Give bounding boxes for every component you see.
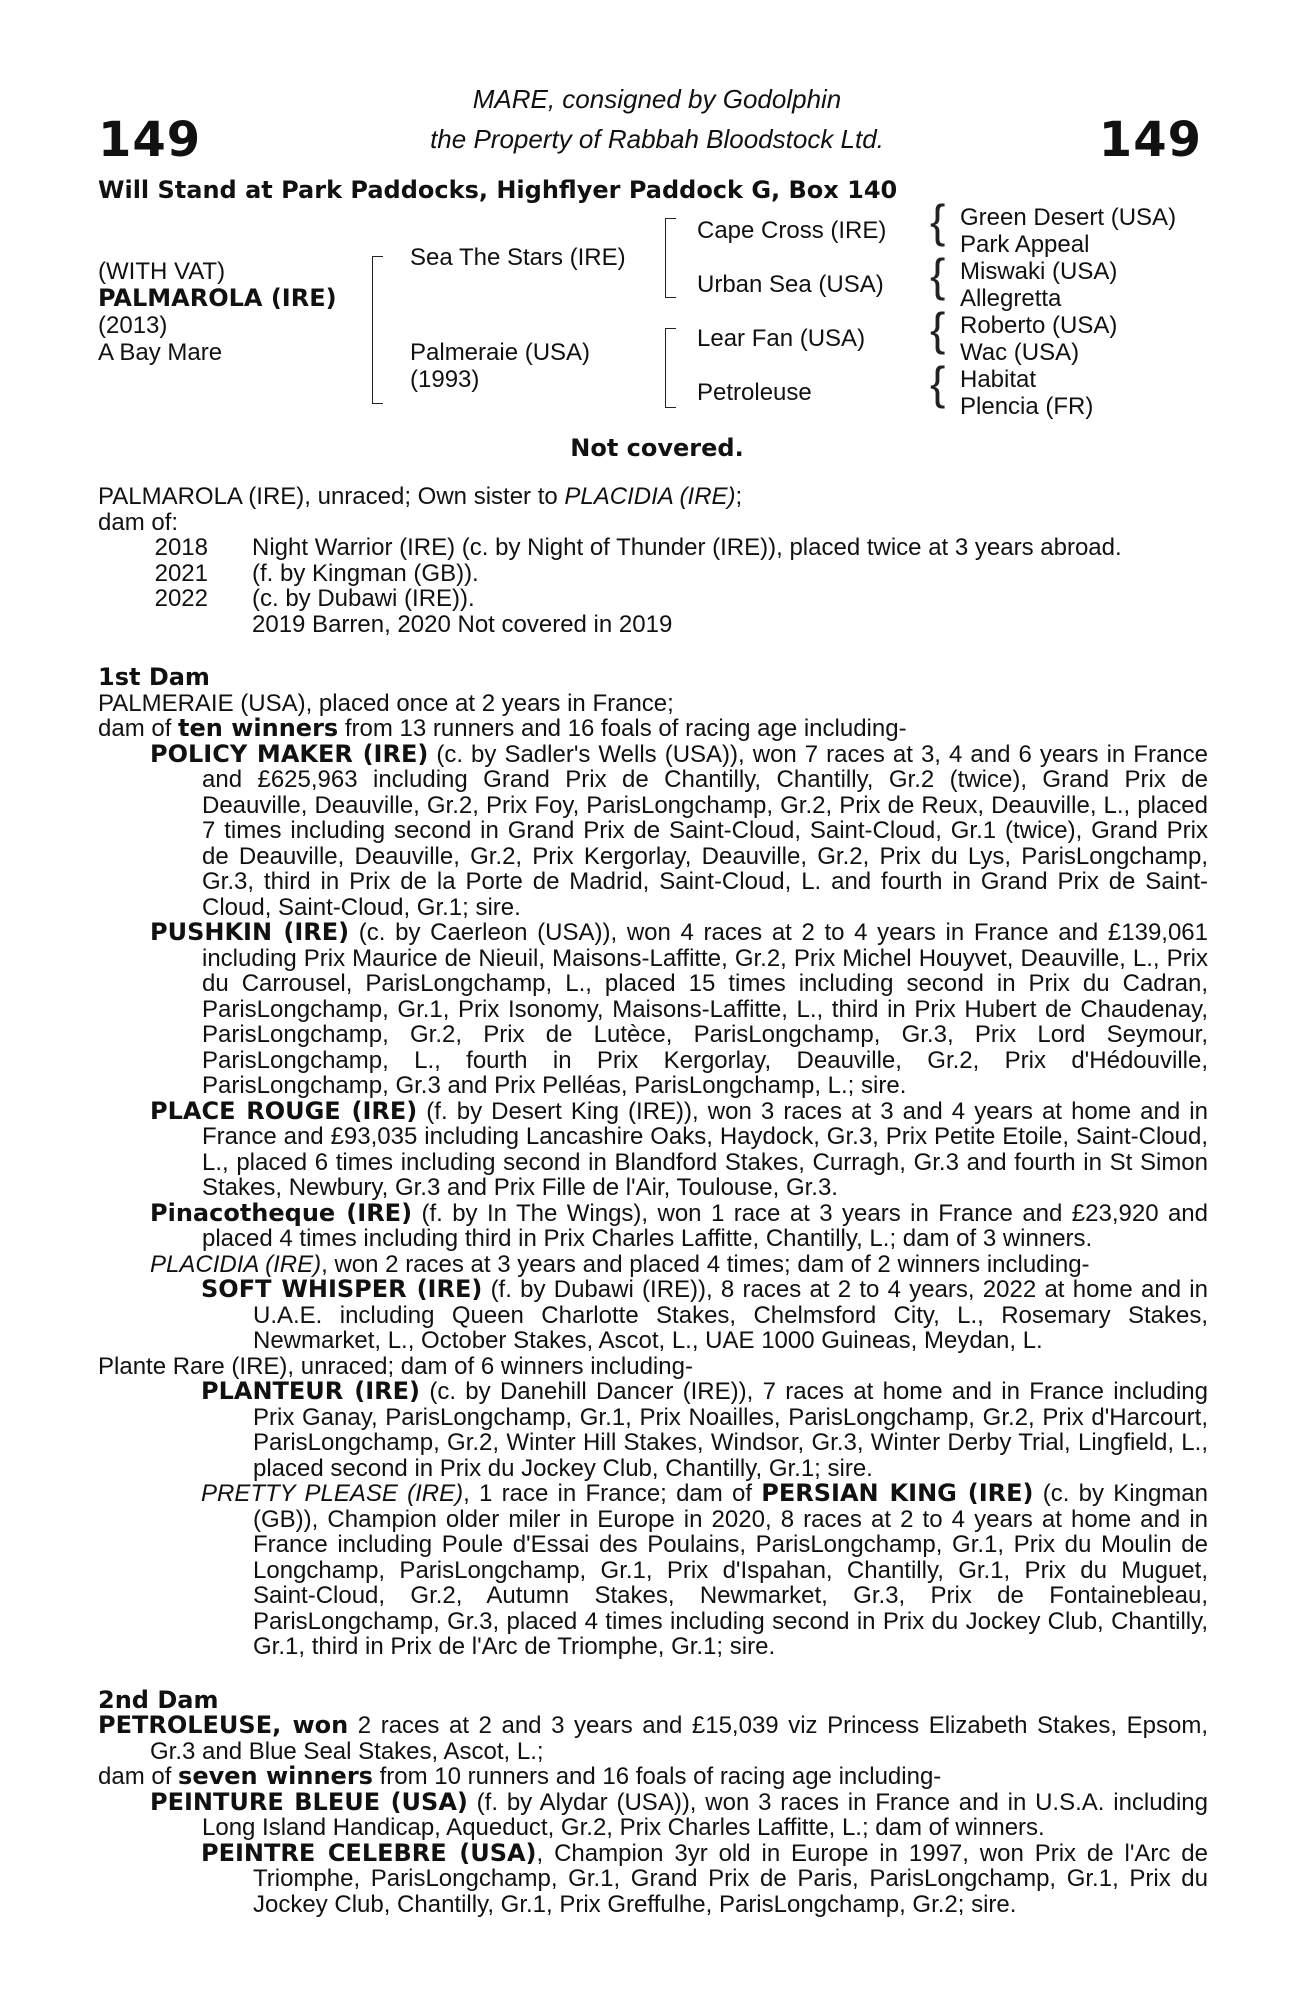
pedigree-sire: Sea The Stars (IRE) xyxy=(410,244,626,271)
first-dam-intro: PALMERAIE (USA), placed once at 2 years in France; xyxy=(98,689,674,717)
pedigree-ssd: Park Appeal xyxy=(960,231,1090,258)
produce-entry-placidia: PLACIDIA (IRE), won 2 races at 3 years and placed 4 times; dam of 2 winners including- xyxy=(150,1250,1090,1278)
produce-entry-policy-maker: POLICY MAKER (IRE) (c. by Sadler's Wells (USA)), won 7 races at 3, 4 and 6 years in France and £625,963 including Grand Prix de Chantilly, Chantilly, Gr.2 (twice), Grand Prix de Deauville, Deauville, Gr.2, Prix Foy, ParisLongchamp, Gr.2, Prix de Reux, Deauville, L., placed 7 times including second in Grand Prix de Saint-Cloud, Saint-Cloud, Gr.1 (twice), Grand Prix de Deauville, Deauville, Gr.2, Prix Kergorlay, Deauville, Gr.2, Prix du Lys, ParisLongchamp, Gr.3, third in Prix de la Porte de Madrid, Saint-Cloud, L. and fourth in Grand Prix de Saint-Cloud, Saint-Cloud, Gr.1; sire. xyxy=(150,739,1208,921)
pedigree-sss: Green Desert (USA) xyxy=(960,204,1177,231)
pedigree-dsd: Wac (USA) xyxy=(960,339,1080,366)
pedigree-dam-dam: Petroleuse xyxy=(697,379,812,406)
second-dam-heading: 2nd Dam xyxy=(98,1685,219,1714)
produce-row: 2019 Barren, 2020 Not covered in 2019 xyxy=(252,610,673,638)
produce-entry-pushkin: PUSHKIN (IRE) (c. by Caerleon (USA)), won 4 races at 2 to 4 years in France and £139,061 including Prix Maurice de Nieuil, Maisons-Laffitte, Gr.2, Prix Michel Houyvet, Deauville, L., Prix du Carrousel, ParisLongchamp, L., placed 15 times including second in Prix du Cadran, ParisLongchamp, Gr.1, Prix Isonomy, Maisons-Laffitte, L., third in Prix Hubert de Chaudenay, ParisLongchamp, Gr.2, Prix de Lutèce, ParisLongchamp, Gr.3, Prix Lord Seymour, ParisLongchamp, L., fourth in Prix Kergorlay, Deauville, Gr.2, Prix d'Hédouville, ParisLongchamp, Gr.3 and Prix Pelléas, ParisLongchamp, L.; sire. xyxy=(150,918,1208,1099)
produce-entry-peintre-celebre: PEINTRE CELEBRE (USA), Champion 3yr old in Europe in 1997, won Prix de l'Arc de Triomphe, ParisLongchamp, Gr.1, Grand Prix de Paris, ParisLongchamp, Gr.1, Prix du Jockey Club, Chantilly, Gr.1, Prix Greffulhe, ParisLongchamp, Gr.2; sire. xyxy=(201,1838,1208,1918)
pedigree-dss: Roberto (USA) xyxy=(960,312,1118,339)
horse-year: (2013) xyxy=(98,312,168,339)
first-dam-summary: dam of ten winners from 13 runners and 16 foals of racing age including- xyxy=(98,714,907,742)
horse-name: PALMAROLA (IRE) xyxy=(98,284,337,312)
pedigree-ddd: Plencia (FR) xyxy=(960,393,1094,420)
pedigree-brace-g3: { xyxy=(930,195,946,247)
pedigree-sire-dam: Urban Sea (USA) xyxy=(697,271,884,298)
pedigree-dam: Palmeraie (USA) xyxy=(410,339,591,366)
second-dam-summary: dam of seven winners from 10 runners and 16 foals of racing age including- xyxy=(98,1762,942,1790)
produce-dam-of: dam of: xyxy=(98,508,179,536)
catalogue-body xyxy=(98,484,1208,1917)
produce-entry-pinacotheque: Pinacotheque (IRE) (f. by In The Wings), won 1 race at 3 years in France and £23,920 and placed 4 times including third in Prix Charles Laffitte, Chantilly, L.; dam of 3 winners. xyxy=(150,1198,1209,1252)
second-dam-intro: PETROLEUSE, won 2 races at 2 and 3 years and £15,039 viz Princess Elizabeth Stakes, Epsom, Gr.3 and Blue Seal Stakes, Ascot, L.; xyxy=(98,1711,1208,1765)
produce-entry-peinture-bleue: PEINTURE BLEUE (USA) (f. by Alydar (USA)), won 3 races in France and in U.S.A. including Long Island Handicap, Aqueduct, Gr.2, Prix Charles Laffitte, L.; dam of winners. xyxy=(150,1787,1208,1841)
covering-status: Not covered. xyxy=(570,434,744,462)
pedigree-brace-sire xyxy=(665,218,676,298)
lot-number-right: 149 xyxy=(1098,112,1202,168)
produce-row: 2021 (f. by Kingman (GB)). xyxy=(154,559,479,587)
pedigree-brace-g3: { xyxy=(930,357,946,409)
produce-entry-place-rouge: PLACE ROUGE (IRE) (f. by Desert King (IRE)), won 3 races at 3 and 4 years at home and in France and £93,035 including Lancashire Oaks, Haydock, Gr.3, Prix Petite Etoile, Saint-Cloud, L., placed 6 times including second in Blandford Stakes, Curragh, Gr.3 and fourth in St Simon Stakes, Newbury, Gr.3 and Prix Fille de l'Air, Toulouse, Gr.3. xyxy=(150,1096,1208,1201)
horse-description: A Bay Mare xyxy=(98,339,223,366)
produce-entry-soft-whisper: SOFT WHISPER (IRE) (f. by Dubawi (IRE)), 8 races at 2 to 4 years, 2022 at home and in U.A.E. including Queen Charlotte Stakes, Chelmsford City, L., Rosemary Stakes, Newmarket, L., October Stakes, Ascot, L., UAE 1000 Guineas, Meydan, L. xyxy=(201,1275,1208,1354)
pedigree-sdd: Allegretta xyxy=(960,285,1062,312)
pedigree-dam-year: (1993) xyxy=(410,366,480,393)
pedigree-sire-sire: Cape Cross (IRE) xyxy=(697,217,887,244)
consignor-line-1: MARE, consigned by Godolphin xyxy=(472,84,842,114)
produce-row: 2018 Night Warrior (IRE) (c. by Night of Thunder (IRE)), placed twice at 3 years abroad. xyxy=(154,534,1122,561)
pedigree-dam-sire: Lear Fan (USA) xyxy=(697,325,866,352)
pedigree-brace-g3: { xyxy=(930,249,946,301)
produce-row: 2022 (c. by Dubawi (IRE)). xyxy=(154,585,475,612)
stand-location: Will Stand at Park Paddocks, Highflyer Paddock G, Box 140 xyxy=(98,176,898,204)
lot-number-left: 149 xyxy=(98,112,202,168)
pedigree-dds: Habitat xyxy=(960,366,1037,393)
consignor-line-2: the Property of Rabbah Bloodstock Ltd. xyxy=(430,124,884,154)
first-dam-heading: 1st Dam xyxy=(98,663,210,691)
pedigree-sds: Miswaki (USA) xyxy=(960,258,1118,285)
pedigree-brace-g3: { xyxy=(930,303,946,355)
pedigree-brace xyxy=(372,256,383,404)
produce-entry-pretty-please: PRETTY PLEASE (IRE), 1 race in France; dam of PERSIAN KING (IRE) (c. by Kingman (GB)), Champion older miler in Europe in 2020, 8 races at 2 to 4 years at home and in France including Poule d'Essai des Poulains, ParisLongchamp, Gr.1, Prix du Moulin de Longchamp, ParisLongchamp, Gr.1, Prix d'Ispahan, Chantilly, Gr.1, Prix du Muguet, Saint-Cloud, Gr.2, Autumn Stakes, Newmarket, Gr.3, Prix de Fontainebleau, ParisLongchamp, Gr.3, placed 4 times including second in Prix du Jockey Club, Chantilly, Gr.1, third in Prix de l'Arc de Triomphe, Gr.1; sire. xyxy=(201,1479,1208,1660)
produce-entry-planteur: PLANTEUR (IRE) (c. by Danehill Dancer (IRE)), 7 races at home and in France including Prix Ganay, ParisLongchamp, Gr.1, Prix Noailles, ParisLongchamp, Gr.2, Prix d'Harcourt, ParisLongchamp, Gr.2, Winter Hill Stakes, Windsor, Gr.3, Winter Derby Trial, Lingfield, L., placed second in Prix du Jockey Club, Chantilly, Gr.1; sire. xyxy=(201,1377,1208,1482)
produce-entry-plante-rare: Plante Rare (IRE), unraced; dam of 6 winners including- xyxy=(98,1352,693,1380)
pedigree-brace-dam xyxy=(665,328,676,408)
produce-intro: PALMAROLA (IRE), unraced; Own sister to PLACIDIA (IRE); xyxy=(98,483,743,510)
vat-note: (WITH VAT) xyxy=(98,258,226,285)
